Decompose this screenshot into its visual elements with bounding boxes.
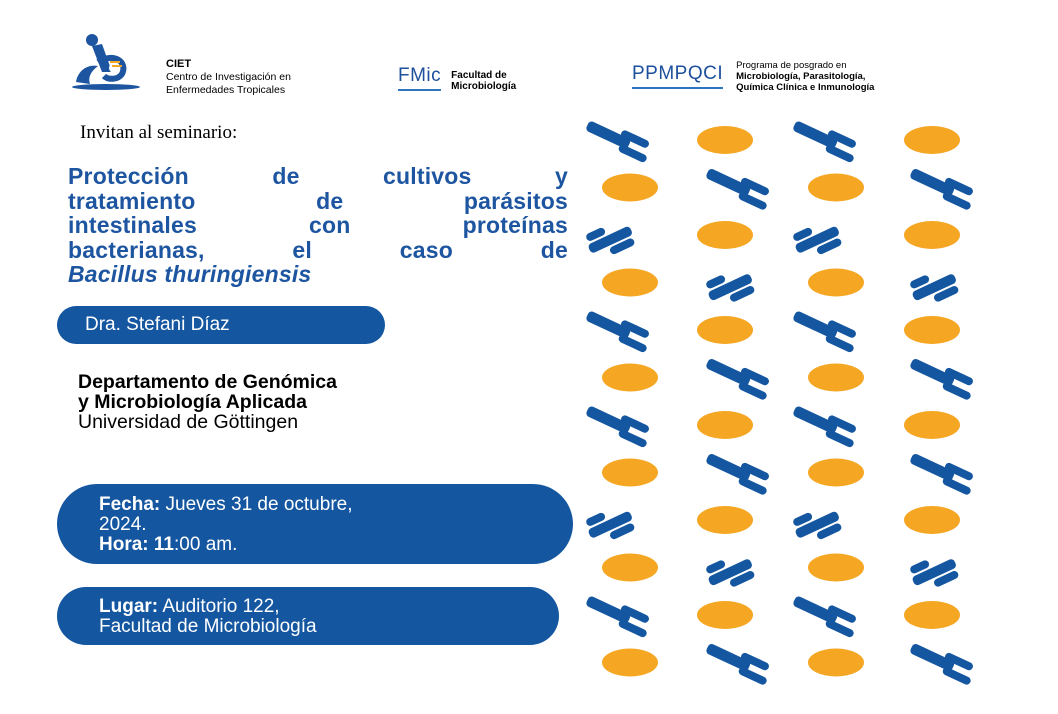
blue-bar-mark bbox=[583, 118, 654, 163]
date-value: Jueves 31 de octubre, bbox=[160, 494, 353, 515]
blue-bar-mark bbox=[583, 400, 654, 449]
orange-dot bbox=[602, 554, 658, 582]
orange-dot bbox=[808, 364, 864, 392]
orange-dot bbox=[808, 269, 864, 297]
orange-dot bbox=[904, 221, 960, 249]
blue-bar-mark bbox=[703, 637, 774, 686]
fmic-text bbox=[451, 70, 516, 92]
orange-dot bbox=[904, 126, 960, 154]
time-rest: :00 am. bbox=[174, 534, 238, 555]
invite-heading: Invitan al seminario: bbox=[80, 122, 238, 143]
department-line2: y Microbiología Aplicada bbox=[78, 391, 307, 413]
ppm-line1: Programa de posgrado en bbox=[736, 60, 847, 71]
title-line-2: tratamiento de parásitos bbox=[68, 187, 568, 214]
orange-dot bbox=[602, 649, 658, 677]
blue-bar-mark bbox=[790, 400, 861, 449]
blue-bar-mark bbox=[703, 549, 757, 596]
university: Universidad de Göttingen bbox=[78, 411, 299, 433]
ciet-text bbox=[166, 58, 291, 97]
ciet-line2: Enfermedades Tropicales bbox=[166, 84, 286, 96]
blue-bar-mark bbox=[703, 352, 774, 401]
blue-bar-mark bbox=[907, 352, 978, 401]
seminar-title bbox=[68, 164, 568, 287]
place-value-2: Facultad de Microbiología bbox=[99, 616, 317, 637]
date-year: 2024. bbox=[99, 514, 147, 535]
blue-bar-mark bbox=[703, 264, 757, 311]
department-block bbox=[78, 372, 337, 432]
orange-dot bbox=[602, 364, 658, 392]
ppmpqci-mark: PPMPQCI bbox=[632, 64, 723, 89]
orange-dot bbox=[904, 316, 960, 344]
blue-bar-mark bbox=[907, 264, 961, 311]
title-line-4: bacterianas, el caso de bbox=[68, 236, 568, 263]
place-badge bbox=[57, 587, 559, 645]
blue-bar-mark bbox=[583, 305, 654, 354]
decorative-pattern bbox=[580, 118, 1000, 688]
ciet-short: CIET bbox=[166, 58, 192, 70]
blue-bar-mark bbox=[583, 501, 637, 548]
orange-dot bbox=[808, 459, 864, 487]
ciet-line1: Centro de Investigación en bbox=[166, 71, 291, 83]
orange-dot bbox=[602, 459, 658, 487]
orange-dot bbox=[808, 554, 864, 582]
orange-dot bbox=[602, 174, 658, 202]
orange-dot bbox=[697, 221, 753, 249]
place-label: Lugar: bbox=[99, 596, 159, 617]
fmic-line2: Microbiología bbox=[451, 81, 517, 92]
blue-bar-mark bbox=[907, 549, 961, 596]
speaker-name: Dra. Stefani Díaz bbox=[85, 314, 230, 335]
orange-dot bbox=[697, 601, 753, 629]
blue-bar-mark bbox=[790, 590, 861, 639]
ppm-line3: Química Clínica e Inmunología bbox=[736, 82, 875, 93]
ppm-line2: Microbiología, Parasitología, bbox=[736, 71, 866, 82]
orange-dot bbox=[904, 506, 960, 534]
orange-dot bbox=[697, 411, 753, 439]
blue-bar-mark bbox=[583, 216, 637, 263]
orange-dot bbox=[808, 174, 864, 202]
blue-bar-mark bbox=[703, 162, 774, 211]
ppmpqci-text bbox=[736, 60, 874, 93]
fmic-logo bbox=[398, 66, 516, 92]
department-line1: Departamento de Genómica bbox=[78, 371, 337, 393]
blue-bar-mark bbox=[790, 216, 844, 263]
blue-bar-mark bbox=[907, 637, 978, 686]
time-label: Hora: bbox=[99, 534, 149, 555]
title-species: Bacillus thuringiensis bbox=[68, 261, 312, 287]
orange-dot bbox=[904, 601, 960, 629]
blue-bar-mark bbox=[583, 590, 654, 639]
title-line-3: intestinales con proteínas bbox=[68, 212, 568, 238]
date-label: Fecha: bbox=[99, 494, 161, 515]
fmic-mark: FMic bbox=[398, 66, 441, 91]
orange-dot bbox=[808, 649, 864, 677]
orange-dot bbox=[602, 269, 658, 297]
place-value: Auditorio 122, bbox=[158, 596, 280, 617]
orange-dot bbox=[697, 126, 753, 154]
orange-dot bbox=[904, 411, 960, 439]
fmic-line1: Facultad de bbox=[451, 70, 507, 81]
ppmpqci-logo bbox=[632, 60, 875, 93]
date-time-badge bbox=[57, 484, 573, 564]
blue-bar-mark bbox=[907, 447, 978, 496]
blue-bar-mark bbox=[790, 501, 844, 548]
orange-dot bbox=[697, 316, 753, 344]
blue-bar-mark bbox=[907, 162, 978, 211]
orange-dot bbox=[697, 506, 753, 534]
blue-bar-mark bbox=[703, 447, 774, 496]
time-hour: 11 bbox=[148, 534, 174, 555]
blue-bar-mark bbox=[790, 305, 861, 354]
blue-bar-mark bbox=[790, 118, 861, 163]
title-line-1: Protección de cultivos y bbox=[68, 163, 568, 189]
speaker-badge bbox=[57, 306, 385, 344]
ciet-microscope-logo bbox=[68, 32, 148, 92]
